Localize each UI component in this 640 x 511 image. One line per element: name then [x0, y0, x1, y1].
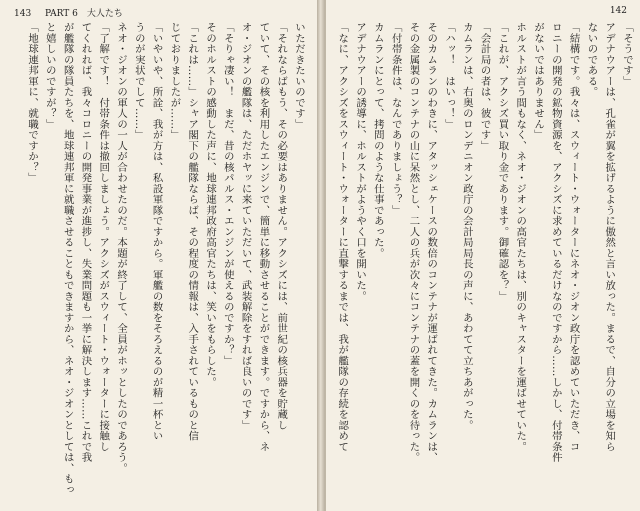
text-line: がないではありません」	[532, 22, 545, 141]
text-line: カムランは、右奥のロンデニオン政庁の会計局局長の声に、あわてて立ちあがった。	[460, 22, 473, 431]
text-line: 「そりゃ凄い！ まだ、昔の核パルス・エンジンが使えるのですか？」	[221, 22, 234, 366]
right-page-number: 142	[609, 6, 627, 16]
text-line: その金属製のコンテナの山に呆然とし、二人の兵が次々にコンテナの蓋を開くのを待った。	[407, 22, 420, 463]
right-page-text	[334, 22, 635, 501]
text-line: 「これは……」シャア閣下の艦隊ならば、その程度の情報は、入手されているものと信	[186, 22, 199, 442]
left-page	[0, 0, 318, 511]
text-line: 「ハッ！ はいっ！」	[443, 22, 456, 130]
text-line: が艦隊の隊員たちを、地球連邦軍に就職させることもできますから、ネオ・ジオンとしては、もっ	[61, 22, 74, 495]
text-line: アデナウアーは、孔雀が翼を拡げるように傲然と言い放った。まるで、自分の立場を知ら	[603, 22, 616, 452]
left-page-text	[8, 22, 307, 501]
text-line: アデナウアーの誘導に、ホルストがようやく口を開いた。	[354, 22, 367, 302]
right-page-header	[610, 6, 627, 16]
text-line: 「これが、アクシズ買い取り金であります。御確認を？」	[496, 22, 509, 302]
text-line: 「なに、アクシズをスウィート・ウォーターに直撃するまでは、我が艦隊の存続を認めて	[336, 22, 349, 452]
right-page	[325, 0, 640, 511]
text-line: 「会計局の者は、彼です」	[478, 22, 491, 151]
left-page-number: 143	[14, 9, 32, 19]
text-line: カムランにとって、拷問のような仕事であった。	[371, 22, 384, 259]
text-line: ないのである。	[585, 22, 598, 98]
text-line: 「付帯条件は、なんでありましょう？」	[389, 22, 402, 216]
left-page-header	[14, 6, 123, 19]
text-line: 「それならばもう、その必要はありません。アクシズには、前世紀の核兵器を貯蔵し	[275, 22, 288, 431]
text-line: 「了解です！ 付帯条件は撤回しましょう。アクシズがスウィート・ウォーターに接触し	[97, 22, 110, 452]
text-line: 「地球連邦軍に、就職ですか？」	[26, 22, 39, 184]
text-line: ていて、その核を利用したエンジンで、簡単に移動させることができます。ですから、ネ	[257, 22, 270, 452]
text-line: ホルストが言う間もなく、ネオ・ジオンの高官たちは、別のキャスターを運ばせていた。	[514, 22, 527, 452]
text-line: 「そうです」	[621, 22, 633, 87]
text-line: そのホルストの感動した声に、地球連邦政府高官たちは、笑いをもらした。	[204, 22, 217, 388]
book-gutter	[317, 0, 325, 511]
text-line: オ・ジオンの艦隊は、ただホヤッに来ていただいて、武装解除をすれば良いのです」	[239, 22, 252, 431]
text-line: そのカムランのわきに、アタッシェケースの数倍のコンテナが運ばれてきた。カムランは、	[425, 22, 438, 463]
text-line: うのが実状でして……」	[132, 22, 145, 141]
text-line: ロニーの開発の鉱物資源を、アクシズに求めているだけなのですから……しかし、付帯条件	[549, 22, 562, 463]
text-line: じておりましたが……」	[168, 22, 181, 141]
text-line: 「いやいや、所詮、我が方は、私設軍隊ですから。軍艦の数をそろえるのが精一杯とい	[150, 22, 163, 442]
text-line: 「結構です。我々は、スウィート・ウォーターにネオ・ジオン政庁を認めていただき、コ	[567, 22, 580, 452]
text-line: ネオ・ジオンの軍人の一人が合わせたのだ。本題が終了して、全員がホッとしたのであろう。	[115, 22, 128, 474]
text-line: と嬉しいのですが？」	[43, 22, 56, 130]
running-head: PART 6 大人たち	[44, 9, 123, 19]
text-line: いただきたいのです」	[293, 22, 305, 130]
text-line: てくれれば、我々コロニーの開発事業が進捗し、失業問題も一挙に解決します……これで我	[79, 22, 92, 463]
